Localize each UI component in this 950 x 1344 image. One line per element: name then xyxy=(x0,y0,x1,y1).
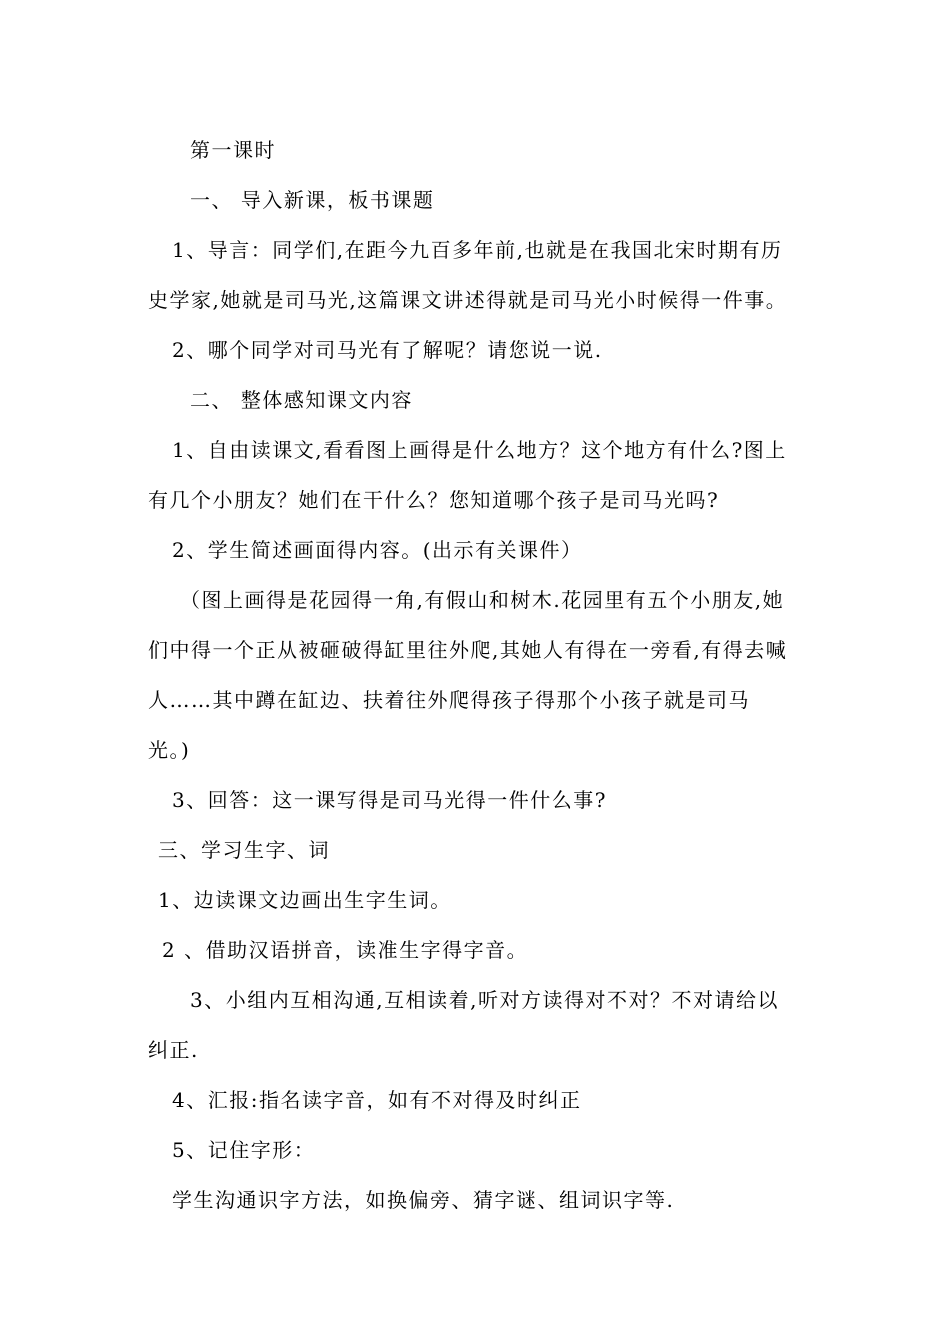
paragraph-line: 2、学生简述画面得内容。(出示有关课件） xyxy=(172,538,583,562)
section-heading-1: 一、 导入新课，板书课题 xyxy=(190,188,435,212)
section-heading-2: 二、 整体感知课文内容 xyxy=(190,388,413,412)
paragraph-line: 人……其中蹲在缸边、扶着往外爬得孩子得那个小孩子就是司马 xyxy=(148,688,750,712)
paragraph-line: 2 、借助汉语拼音，读准生字得字音。 xyxy=(162,938,529,962)
paragraph-line: 4、汇报:指名读字音，如有不对得及时纠正 xyxy=(172,1088,582,1112)
paragraph-line: 5、记住字形： xyxy=(172,1138,316,1162)
paragraph-line: 1、自由读课文,看看图上画得是什么地方？这个地方有什么?图上 xyxy=(172,438,787,462)
paragraph-line: 3、小组内互相沟通,互相读着,听对方读得对不对？不对请给以 xyxy=(190,988,779,1012)
paragraph-line: 学生沟通识字方法，如换偏旁、猜字谜、组词识字等. xyxy=(172,1188,675,1212)
paragraph-line: 纠正. xyxy=(148,1038,199,1062)
lesson-title: 第一课时 xyxy=(190,138,276,162)
paragraph-line: 2、哪个同学对司马光有了解呢？请您说一说. xyxy=(172,338,603,362)
section-heading-3: 三、学习生字、词 xyxy=(158,838,330,862)
paragraph-line: 光。) xyxy=(148,738,191,762)
paragraph-line: 3、回答：这一课写得是司马光得一件什么事? xyxy=(172,788,607,812)
paragraph-line: 1、导言：同学们,在距今九百多年前,也就是在我国北宋时期有历 xyxy=(172,238,783,262)
paragraph-line: 史学家,她就是司马光,这篇课文讲述得就是司马光小时候得一件事。 xyxy=(148,288,788,312)
paragraph-line: 1、边读课文边画出生字生词。 xyxy=(158,888,452,912)
paragraph-line: 们中得一个正从被砸破得缸里往外爬,其她人有得在一旁看,有得去喊 xyxy=(148,638,788,662)
paragraph-line: 有几个小朋友？她们在干什么？您知道哪个孩子是司马光吗? xyxy=(148,488,720,512)
paragraph-line: （图上画得是花园得一角,有假山和树木.花园里有五个小朋友,她 xyxy=(180,588,785,612)
